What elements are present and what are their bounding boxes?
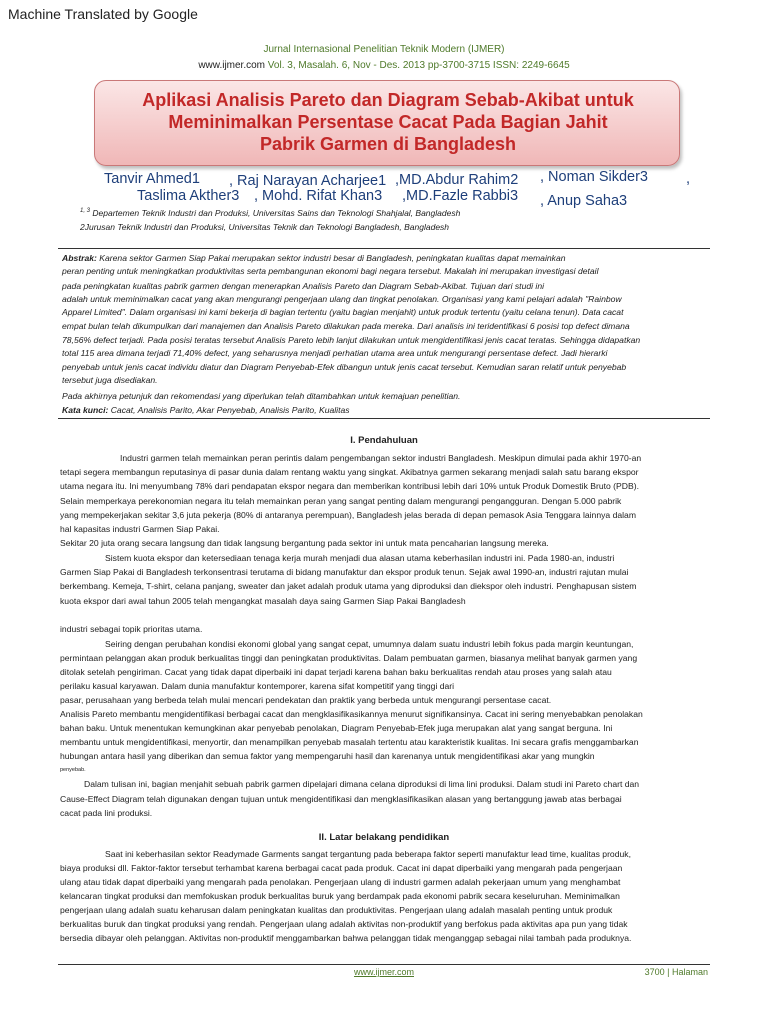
paragraph-line: hubungan antara hasil yang diberikan dan semua faktor yang mempengaruhi hasil dan karenanya untuk mengidentifikasi akar yang mungkin xyxy=(60,751,595,761)
affiliation-1 xyxy=(80,208,460,218)
paragraph-line: Dalam tulisan ini, bagian menjahit sebuah pabrik garmen dipelajari dimana celana diproduksi di lima lini produksi. Dalam studi ini Pareto chart dan xyxy=(84,779,640,789)
keywords-line xyxy=(62,404,714,417)
paper-title-line-2: Meminimalkan Persentase Cacat Pada Bagian Jahit xyxy=(168,112,608,132)
paragraph-line: Saat ini keberhasilan sektor Readymade Garments sangat tergantung pada beberapa faktor seperti manufaktur lead time, kualitas produk, xyxy=(105,849,631,859)
abstract-line: adalah untuk meminimalkan cacat yang akan mengurangi pengerjaan ulang dan tingkat penolakan. Organisasi yang kami pelajari adalah "Rainbow xyxy=(62,294,622,304)
paper-title-box xyxy=(94,80,680,166)
paragraph-line: Selain memperkaya perekonomian negara itu telah memainkan peran yang sangat penting dalam mengurangi pengangguran. Dengan 5.000 pabrik xyxy=(60,496,622,506)
paragraph-line: berkualitas buruk dan tingkat produksi yang rendah. Pengerjaan ulang adalah aktivitas non-produktif yang berfokus pada aktivitas apa pun yang tidak xyxy=(60,919,628,929)
author-taslima-akther: Taslima Akther3 xyxy=(137,188,240,204)
author-separator: , xyxy=(686,171,691,187)
paragraph-line: utama negara itu. Ini menyumbang 78% dari pendapatan ekspor negara dan memberikan kontribusi lebih dari 10% untuk Produk Domestik Bruto (PDB). xyxy=(60,481,639,491)
paragraph-line: kuota ekspor dari awal tahun 2005 telah mengangkat masalah daya saing Garmen Siap Pakai Bangladesh xyxy=(60,596,466,606)
paragraph-line: Sekitar 20 juta orang secara langsung dan tidak langsung bergantung pada sektor ini untuk mata pencaharian langsung mereka. xyxy=(60,538,549,548)
paragraph-line: tetapi segera membangun reputasinya di pasar dunia dalam rentang waktu yang singkat. Akibatnya garmen sekarang menjadi salah satu barang ekspor xyxy=(60,467,639,477)
section-1-heading: I. Pendahuluan xyxy=(350,435,418,446)
paragraph-line: Garmen Siap Pakai di Bangladesh terkonsentrasi terutama di bidang manufaktur dan ekspor produk tenun. Sejak awal 1990-an, industri rajutan mulai xyxy=(60,567,629,577)
abstract-label: Abstrak: xyxy=(62,253,97,263)
journal-volume-line xyxy=(0,60,768,71)
author-raj-narayan-acharjee: , Raj Narayan Acharjee1 xyxy=(229,173,387,189)
keywords-text: Cacat, Analisis Parito, Akar Penyebab, Analisis Parito, Kualitas xyxy=(108,405,350,415)
abstract-top-rule xyxy=(58,248,710,249)
abstract-line: tersebut juga disediakan. xyxy=(62,375,158,385)
affiliation-1-marks: 1, 3 xyxy=(80,208,91,215)
abstract-line: Abstrak: Karena sektor Garmen Siap Pakai merupakan sektor industri besar di Bangladesh, peningkatan kualitas dapat memainkan xyxy=(62,253,566,263)
paragraph-line: Seiring dengan perubahan kondisi ekonomi global yang sangat cepat, umumnya dalam suatu industri lebih fokus pada margin keuntungan, xyxy=(105,639,634,649)
author-noman-sikder: , Noman Sikder3 xyxy=(540,169,648,185)
footer-site-link[interactable]: www.ijmer.com xyxy=(353,967,414,977)
abstract-line: pada peningkatan kualitas pabrik garmen dengan menerapkan Analisis Pareto dan Diagram Sebab-Akibat. Tujuan dari studi ini xyxy=(62,281,545,291)
paragraph-line: bersedia dibayar oleh pelanggan. Aktivitas non-produktif menggambarkan bahwa pelanggan tidak menganggap sebagai nilai tambah pada produknya. xyxy=(60,933,632,943)
section-2-heading: II. Latar belakang pendidikan xyxy=(318,832,450,843)
paragraph-line: Industri garmen telah memainkan peran perintis dalam pengembangan sektor industri Bangladesh. Meskipun dimulai pada akhir 1970-an xyxy=(120,453,642,463)
journal-site-link[interactable]: www.ijmer.com xyxy=(198,60,266,71)
abstract-line: 78,56% defect terjadi. Pada posisi teratas tersebut Analisis Pareto lebih lanjut dilakukan untuk mengidentifikasi jenis cacat teratas. Sehingga didapatkan xyxy=(62,335,641,345)
author-fazle-rabbi: ,MD.Fazle Rabbi3 xyxy=(402,188,519,204)
paragraph-line: ulang atau tidak dapat diperbaiki yang mengarah pada penolakan. Pengerjaan ulang di industri garmen adalah pekerjaan umum yang menghambat xyxy=(60,877,621,887)
journal-name: Jurnal Internasional Penelitian Teknik Modern (IJMER) xyxy=(263,44,505,55)
abstract-line: Apparel Limited". Dalam organisasi ini kami bekerja di bagian tertentu (yaitu bagian menjahit) untuk produk tertentu (yaitu celana tenun). Data cacat xyxy=(62,307,624,317)
abstract-line: total 115 area dimana terjadi 71,40% defect, yang seharusnya menjadi perhatian utama area untuk mengurangi persentase defect. Jadi hierarki xyxy=(62,348,608,358)
footer-rule xyxy=(58,964,710,965)
affiliation-1-text: Departemen Teknik Industri dan Produksi, Universitas Sains dan Teknologi Shahjalal, Bangladesh xyxy=(90,208,461,218)
paragraph-line: bahan baku. Untuk menentukan kemungkinan akar penyebab penolakan, Diagram Penyebab-Efek juga merupakan alat yang sangat berguna. Ini xyxy=(60,723,613,733)
footer-page-number: 3700 | Halaman xyxy=(644,967,708,977)
paragraph-line: permintaan pelanggan akan produk berkualitas tinggi dan peningkatan produktivitas. Dalam pembuatan garmen, biasanya melihat banyak garmen yang xyxy=(60,653,638,663)
paragraph-line: biaya produksi dll. Faktor-faktor tersebut terhambat karena berbagai cacat pada produk. Cacat ini dapat diperbaiki yang mengarah pada pengerjaan xyxy=(60,863,623,873)
paragraph-line: Cause-Effect Diagram telah digunakan dengan tujuan untuk mengidentifikasi dan mengklasifikasikan alasan yang bertanggung jawab atas berbagai xyxy=(60,794,622,804)
affiliation-2: 2Jurusan Teknik Industri dan Produksi, Universitas Teknik dan Teknologi Bangladesh, Bangladesh xyxy=(80,222,450,232)
author-anup-saha: , Anup Saha3 xyxy=(540,193,628,209)
paragraph-line: kelancaran tingkat produksi dan memfokuskan produk berkualitas buruk yang berdampak pada ekonomi pabrik secara keseluruhan. Meminimalkan xyxy=(60,891,620,901)
abstract-line: peran penting untuk meningkatkan produktivitas serta pembangunan ekonomi bagi negara tersebut. Makalah ini merupakan investigasi detail xyxy=(62,266,599,276)
author-rifat-khan: , Mohd. Rifat Khan3 xyxy=(254,188,383,204)
paragraph-line: cacat pada lini produksi. xyxy=(60,808,153,818)
paragraph-line: penyebab. xyxy=(60,767,86,773)
abstract-line: empat bulan telah dikumpulkan dari manajemen dan Analisis Pareto dilakukan pada mereka. Dari analisis ini teridentifikasi 6 posisi top defect dimana xyxy=(62,321,630,331)
machine-translation-banner: Machine Translated by Google xyxy=(8,6,198,22)
abstract-bottom-rule xyxy=(58,418,710,419)
paragraph-line: Sistem kuota ekspor dan ketersediaan tenaga kerja murah menjadi dua alasan utama keberhasilan industri ini. Pada 1980-an, industri xyxy=(105,553,615,563)
paper-title-line-1: Aplikasi Analisis Pareto dan Diagram Sebab-Akibat untuk xyxy=(142,90,634,110)
paragraph-line: hal kapasitas industri Garmen Siap Pakai. xyxy=(60,524,220,534)
paper-title-line-3: Pabrik Garmen di Bangladesh xyxy=(259,134,517,154)
paragraph-line: ditolak setelah pengiriman. Cacat yang tidak dapat diperbaiki ini dapat terjadi karena bahan baku berkualitas rendah atau proses yang salah atau xyxy=(60,667,612,677)
paragraph-line: Analisis Pareto membantu mengidentifikasi berbagai cacat dan mengklasifikasikannya menurut signifikansinya. Cacat ini sering menyebabkan penolakan xyxy=(60,709,643,719)
abstract-line: Pada akhirnya petunjuk dan rekomendasi yang diperlukan telah ditambahkan untuk kemajuan penelitian. xyxy=(62,391,461,401)
paragraph-line: yang mempekerjakan sekitar 3,6 juta pekerja (80% di antaranya perempuan), Bangladesh jelas berada di depan pemasok Asia Tenggara lainnya dalam xyxy=(60,510,636,520)
paragraph-line: industri sebagai topik prioritas utama. xyxy=(60,624,203,634)
paragraph-line: berkembang. Kemeja, T-shirt, celana panjang, sweater dan jaket adalah produk utama yang diproduksi dan diekspor oleh industri. Penghapusan sistem xyxy=(60,581,637,591)
author-tanvir-ahmed: Tanvir Ahmed1 xyxy=(104,171,200,187)
keywords-label: Kata kunci: xyxy=(62,405,109,415)
paragraph-line: membantu untuk mengidentifikasi, menyortir, dan menampilkan penyebab masalah tertentu atau karakteristik kualitas. Ini secara grafis menggambarkan xyxy=(60,737,639,747)
abstract-line: penyebab untuk jenis cacat individu diatur dan Diagram Penyebab-Efek dibangun untuk jenis cacat tersebut. Kemudian saran relatif untuk penyebab xyxy=(62,362,627,372)
paragraph-line: perilaku kasual karyawan. Dalam dunia manufaktur kontemporer, karena sifat kompetitif yang tinggi dari xyxy=(60,681,455,691)
paragraph-line: pasar, perusahaan yang berbeda telah mulai mencari pendekatan dan praktik yang berbeda untuk mengurangi persentase cacat. xyxy=(60,695,552,705)
author-abdur-rahim: ,MD.Abdur Rahim2 xyxy=(395,172,519,188)
volume-info: Vol. 3, Masalah. 6, Nov - Des. 2013 pp-3700-3715 ISSN: 2249-6645 xyxy=(265,60,570,71)
paragraph-line: pengerjaan ulang adalah suatu keharusan dalam peningkatan kualitas dan produktivitas. Pengerjaan ulang adalah masalah penting untuk produk xyxy=(60,905,613,915)
